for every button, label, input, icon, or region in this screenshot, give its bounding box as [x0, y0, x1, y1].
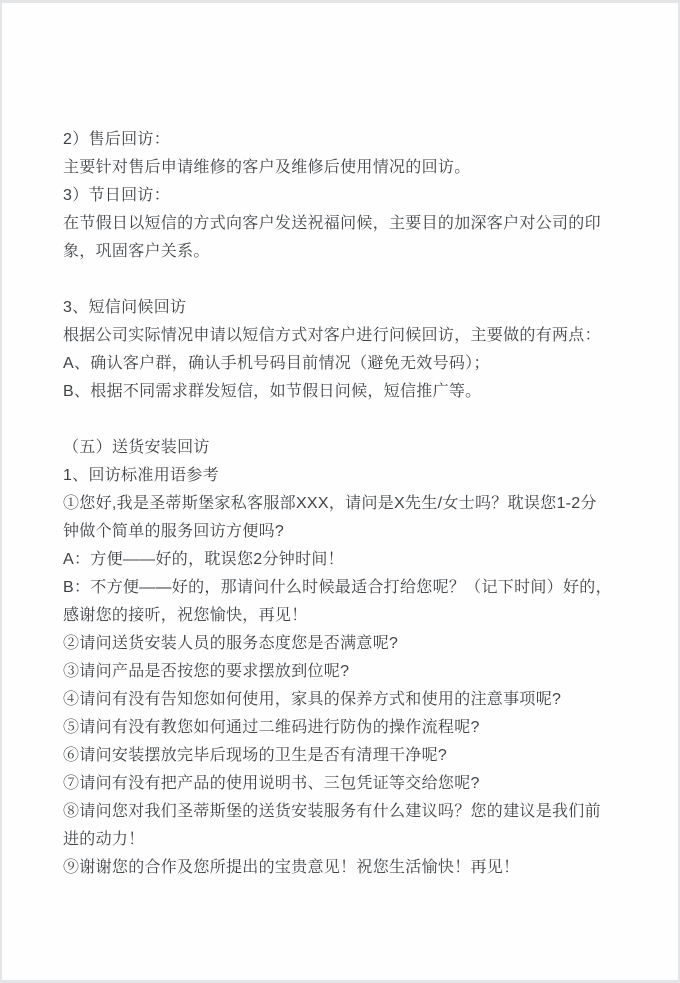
text-line: 3、短信问候回访: [63, 299, 187, 316]
text-line: 进的动力！: [63, 831, 145, 848]
text-line: ③请问产品是否按您的要求摆放到位呢?: [63, 663, 350, 680]
text-line: ⑥请问安装摆放完毕后现场的卫生是否有清理干净呢?: [63, 747, 448, 764]
text-line: B、根据不同需求群发短信，如节假日问候，短信推广等。: [63, 383, 482, 400]
text-line: 2）售后回访：: [63, 131, 170, 148]
text-line: 感谢您的接听，祝您愉快，再见！: [63, 607, 308, 624]
text-line: ⑦请问有没有把产品的使用说明书、三包凭证等交给您呢?: [63, 775, 480, 792]
document-body: [2, 3, 678, 882]
paragraph-block-sms-greeting: [63, 294, 638, 406]
text-line: ⑨谢谢您的合作及您所提出的宝贵意见！祝您生活愉快！再见！: [63, 859, 520, 876]
text-line: 1、回访标准用语参考: [63, 467, 219, 484]
text-line: A：方便——好的，耽误您2分钟时间！: [63, 551, 344, 568]
document-page: [2, 3, 678, 980]
text-line: 根据公司实际情况申请以短信方式对客户进行问候回访，主要做的有两点：: [63, 327, 601, 344]
text-line: ⑤请问有没有教您如何通过二维码进行防伪的操作流程呢?: [63, 719, 480, 736]
text-line: ⑧请问您对我们圣蒂斯堡的送货安装服务有什么建议吗？您的建议是我们前: [63, 803, 601, 820]
text-line: A、确认客户群，确认手机号码目前情况（避免无效号码）；: [63, 355, 490, 372]
text-line: 钟做个简单的服务回访方便吗?: [63, 523, 285, 540]
text-line: 3）节日回访：: [63, 187, 170, 204]
paragraph-block-delivery-install: [63, 434, 638, 882]
text-line: ①您好,我是圣蒂斯堡家私客服部XXX，请问是X先生/女士吗？耽误您1-2分: [63, 495, 597, 512]
text-line: （五）送货安装回访: [63, 439, 210, 456]
text-line: 在节假日以短信的方式向客户发送祝福问候，主要目的加深客户对公司的印: [63, 215, 601, 232]
text-line: 主要针对售后申请维修的客户及维修后使用情况的回访。: [63, 159, 471, 176]
text-line: ②请问送货安装人员的服务态度您是否满意呢?: [63, 635, 399, 652]
text-line: ④请问有没有告知您如何使用，家具的保养方式和使用的注意事项呢?: [63, 691, 562, 708]
text-line: B：不方便——好的，那请问什么时候最适合打给您呢？（记下时间）好的，: [63, 579, 612, 596]
text-line: 象，巩固客户关系。: [63, 243, 210, 260]
paragraph-block-after-sales: [63, 126, 638, 266]
